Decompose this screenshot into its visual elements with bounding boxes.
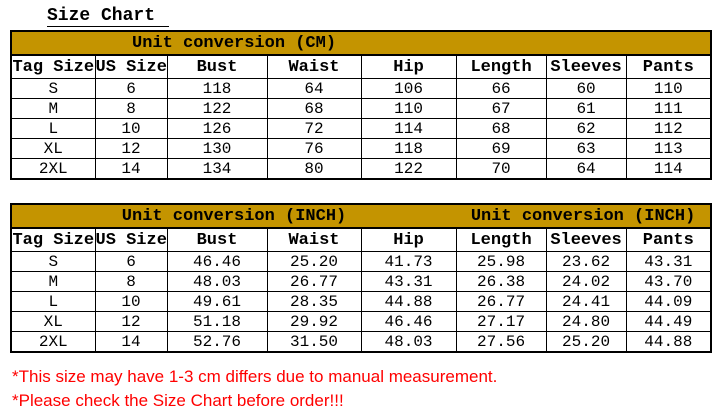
table-cell: 27.56 [456,332,546,353]
table-cell: 10 [95,119,167,139]
table-cell: 2XL [11,332,95,353]
table-row [11,272,711,292]
table-cell: 130 [167,139,267,159]
column-header-us-size: US Size [95,55,167,79]
cm-table-band-row [11,31,711,55]
table-cell: 43.31 [361,272,456,292]
table-cell: XL [11,139,95,159]
table-cell: 64 [546,159,626,180]
table-cell: L [11,292,95,312]
table-cell: L [11,119,95,139]
table-cell: 51.18 [167,312,267,332]
table-cell: 10 [95,292,167,312]
table-cell: 126 [167,119,267,139]
table-cell: 12 [95,139,167,159]
table-cell: 43.70 [626,272,711,292]
table-cell: 70 [456,159,546,180]
column-header-hip: Hip [361,55,456,79]
table-row [11,292,711,312]
table-row [11,139,711,159]
table-cell: 27.17 [456,312,546,332]
table-cell: 60 [546,79,626,99]
column-header-length: Length [456,228,546,252]
table-cell: 28.35 [267,292,361,312]
cm-table-header-row [11,55,711,79]
cm-table-body [11,79,711,180]
table-cell: 26.38 [456,272,546,292]
inch-table-header-row [11,228,711,252]
table-cell: 110 [626,79,711,99]
table-cell: 68 [456,119,546,139]
table-cell: 2XL [11,159,95,180]
column-header-sleeves: Sleeves [546,228,626,252]
inch-table-band-row [11,204,711,228]
table-cell: 63 [546,139,626,159]
table-cell: 25.98 [456,252,546,272]
table-cell: 26.77 [456,292,546,312]
table-cell: 14 [95,332,167,353]
table-cell: 25.20 [546,332,626,353]
table-cell: 23.62 [546,252,626,272]
table-row [11,79,711,99]
table-cell: 41.73 [361,252,456,272]
table-cell: 44.49 [626,312,711,332]
column-header-waist: Waist [267,55,361,79]
cm-size-table [10,30,712,180]
column-header-sleeves: Sleeves [546,55,626,79]
table-cell: XL [11,312,95,332]
check-chart-note: *Please check the Size Chart before order!!! [12,391,344,410]
page-title: Size Chart [47,7,169,27]
column-header-pants: Pants [626,55,711,79]
table-row [11,159,711,180]
table-cell: M [11,272,95,292]
table-cell: S [11,79,95,99]
table-cell: 134 [167,159,267,180]
table-cell: 64 [267,79,361,99]
table-cell: 67 [456,99,546,119]
table-cell: 43.31 [626,252,711,272]
table-cell: S [11,252,95,272]
column-header-length: Length [456,55,546,79]
table-cell: 62 [546,119,626,139]
table-cell: 8 [95,99,167,119]
table-cell: 26.77 [267,272,361,292]
column-header-us-size: US Size [95,228,167,252]
table-cell: 44.88 [361,292,456,312]
table-cell: 66 [456,79,546,99]
table-cell: 122 [167,99,267,119]
table-cell: 111 [626,99,711,119]
table-cell: 80 [267,159,361,180]
table-cell: 112 [626,119,711,139]
table-cell: 46.46 [361,312,456,332]
table-cell: 44.09 [626,292,711,312]
table-cell: 49.61 [167,292,267,312]
table-cell: 48.03 [361,332,456,353]
column-header-bust: Bust [167,228,267,252]
table-cell: 44.88 [626,332,711,353]
table-cell: 25.20 [267,252,361,272]
cm-band-title-right [456,31,711,55]
table-cell: 61 [546,99,626,119]
table-row [11,119,711,139]
measurement-note: *This size may have 1-3 cm differs due to manual measurement. [12,367,498,386]
table-row [11,332,711,353]
table-row [11,252,711,272]
table-cell: 113 [626,139,711,159]
inch-table-body [11,252,711,353]
column-header-bust: Bust [167,55,267,79]
table-row [11,312,711,332]
column-header-tag-size: Tag Size [11,55,95,79]
table-cell: 122 [361,159,456,180]
table-cell: 106 [361,79,456,99]
table-cell: 6 [95,79,167,99]
cm-band-title-left: Unit conversion (CM) [11,31,456,55]
table-row [11,99,711,119]
table-cell: 46.46 [167,252,267,272]
inch-band-title-right: Unit conversion (INCH) [456,204,711,228]
inch-band-title-left: Unit conversion (INCH) [11,204,456,228]
table-cell: 69 [456,139,546,159]
table-cell: 24.80 [546,312,626,332]
table-cell: 114 [626,159,711,180]
column-header-tag-size: Tag Size [11,228,95,252]
table-cell: 24.02 [546,272,626,292]
table-cell: 48.03 [167,272,267,292]
table-cell: 52.76 [167,332,267,353]
table-cell: 68 [267,99,361,119]
table-cell: M [11,99,95,119]
table-cell: 14 [95,159,167,180]
table-cell: 29.92 [267,312,361,332]
table-cell: 118 [361,139,456,159]
table-cell: 12 [95,312,167,332]
table-cell: 31.50 [267,332,361,353]
column-header-hip: Hip [361,228,456,252]
table-cell: 8 [95,272,167,292]
table-cell: 118 [167,79,267,99]
inch-size-table [10,203,712,353]
table-cell: 6 [95,252,167,272]
footer-notes [12,365,722,413]
table-cell: 24.41 [546,292,626,312]
column-header-waist: Waist [267,228,361,252]
table-cell: 76 [267,139,361,159]
table-cell: 110 [361,99,456,119]
column-header-pants: Pants [626,228,711,252]
table-cell: 114 [361,119,456,139]
table-cell: 72 [267,119,361,139]
